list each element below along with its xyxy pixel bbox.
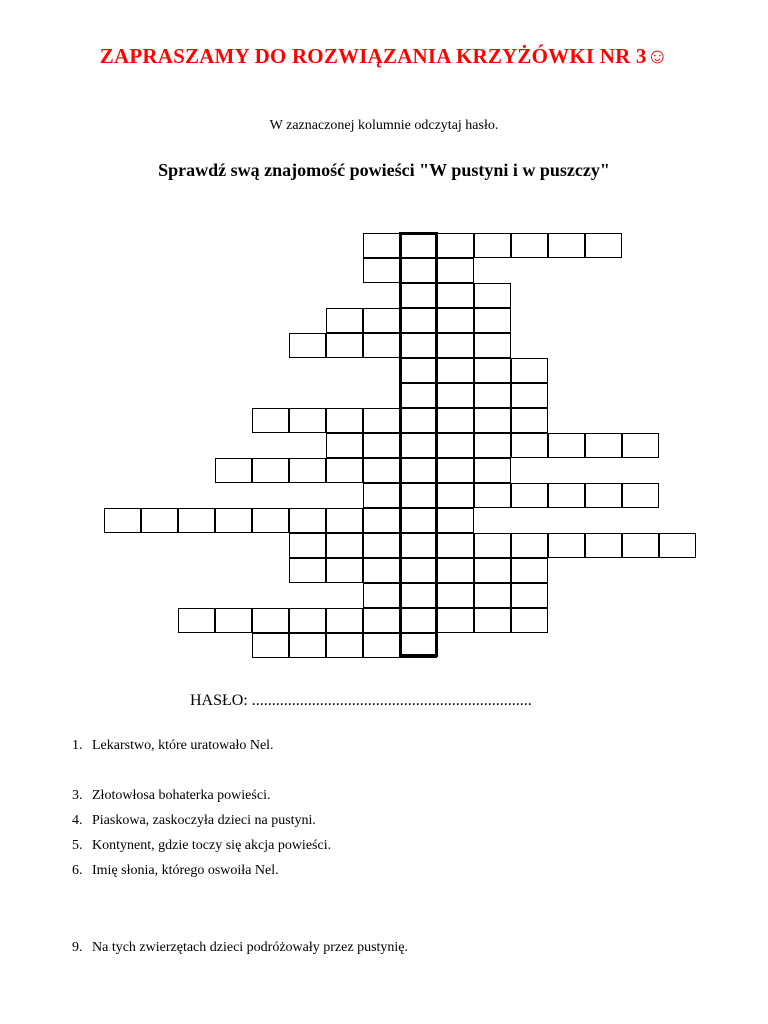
crossword-cell[interactable] [363,608,400,633]
crossword-cell[interactable] [363,483,400,508]
clue-number: 4. [72,813,83,828]
crossword-cell[interactable] [622,433,659,458]
password-blank[interactable]: ...................................................................... [251,692,532,709]
crossword-cell[interactable] [585,233,622,258]
crossword-cell[interactable] [437,408,474,433]
crossword-cell[interactable] [474,483,511,508]
password-label: HASŁO: [190,692,248,709]
crossword-cell[interactable] [363,258,400,283]
crossword-cell[interactable] [437,258,474,283]
crossword-cell[interactable] [252,608,289,633]
crossword-cell[interactable] [363,533,400,558]
crossword-cell[interactable] [400,608,437,633]
clue-text: Złotowłosa bohaterka powieści. [92,788,271,803]
crossword-cell[interactable] [104,508,141,533]
crossword-cell[interactable] [326,458,363,483]
clue-text: Na tych zwierzętach dzieci podróżowały przez pustynię. [92,940,409,955]
crossword-cell[interactable] [289,608,326,633]
crossword-cell[interactable] [400,483,437,508]
crossword-cell[interactable] [363,583,400,608]
crossword-cell[interactable] [326,508,363,533]
crossword-cell[interactable] [511,433,548,458]
crossword-cell[interactable] [474,383,511,408]
crossword-cell[interactable] [326,408,363,433]
crossword-cell[interactable] [252,633,289,658]
crossword-cell[interactable] [474,233,511,258]
crossword-cell[interactable] [400,358,437,383]
crossword-cell[interactable] [511,358,548,383]
crossword-cell[interactable] [289,508,326,533]
clue-text: Piaskowa, zaskoczyła dzieci na pustyni. [92,813,316,828]
crossword-cell[interactable] [548,433,585,458]
crossword-cell[interactable] [363,508,400,533]
crossword-cell[interactable] [178,508,215,533]
crossword-cell[interactable] [548,533,585,558]
crossword-cell[interactable] [400,458,437,483]
crossword-cell[interactable] [437,608,474,633]
crossword-cell[interactable] [400,508,437,533]
crossword-cell[interactable] [437,583,474,608]
crossword-cell[interactable] [400,233,437,258]
crossword-cell[interactable] [400,433,437,458]
crossword-cell[interactable] [437,358,474,383]
crossword-cell[interactable] [659,533,696,558]
crossword-cell[interactable] [511,533,548,558]
crossword-cell[interactable] [437,508,474,533]
crossword-cell[interactable] [326,333,363,358]
crossword-cell[interactable] [326,308,363,333]
crossword-cell[interactable] [511,583,548,608]
crossword-cell[interactable] [474,308,511,333]
crossword-cell[interactable] [437,433,474,458]
crossword-cell[interactable] [326,533,363,558]
crossword-cell[interactable] [511,233,548,258]
crossword-cell[interactable] [289,333,326,358]
crossword-cell[interactable] [400,283,437,308]
crossword-cell[interactable] [289,458,326,483]
crossword-cell[interactable] [474,358,511,383]
crossword-cell[interactable] [437,483,474,508]
crossword-cell[interactable] [548,233,585,258]
crossword-cell[interactable] [326,633,363,658]
crossword-cell[interactable] [437,308,474,333]
clue-number: 6. [72,863,83,878]
crossword-cell[interactable] [252,508,289,533]
clue-item [72,838,331,854]
crossword-cell[interactable] [178,608,215,633]
crossword-cell[interactable] [400,408,437,433]
crossword-cell[interactable] [585,533,622,558]
crossword-cell[interactable] [326,558,363,583]
crossword-cell[interactable] [511,608,548,633]
crossword-cell[interactable] [474,458,511,483]
clue-number: 9. [72,940,83,955]
crossword-cell[interactable] [548,483,585,508]
crossword-cell[interactable] [215,608,252,633]
crossword-cell[interactable] [474,558,511,583]
crossword-cell[interactable] [474,433,511,458]
crossword-cell[interactable] [252,408,289,433]
crossword-cell[interactable] [437,383,474,408]
crossword-cell[interactable] [363,408,400,433]
crossword-cell[interactable] [622,483,659,508]
crossword-cell[interactable] [437,233,474,258]
crossword-cell[interactable] [437,333,474,358]
instruction-text: W zaznaczonej kolumnie odczytaj hasło. [269,118,499,133]
clue-item [72,738,274,754]
crossword-cell[interactable] [400,558,437,583]
crossword-cell[interactable] [400,583,437,608]
crossword-cell[interactable] [363,233,400,258]
password-line [190,692,532,710]
crossword-cell[interactable] [474,408,511,433]
crossword-cell[interactable] [363,333,400,358]
crossword-cell[interactable] [474,583,511,608]
clue-item [72,788,270,804]
crossword-cell[interactable] [437,558,474,583]
crossword-cell[interactable] [437,283,474,308]
crossword-cell[interactable] [400,333,437,358]
crossword-cell[interactable] [437,533,474,558]
clue-item [72,863,279,879]
crossword-cell[interactable] [400,383,437,408]
crossword-cell[interactable] [474,608,511,633]
page-subtitle: Sprawdź swą znajomość powieści "W pustyni i w puszczy" [158,160,610,180]
crossword-cell[interactable] [511,383,548,408]
clue-item [72,940,408,956]
crossword-cell[interactable] [585,483,622,508]
crossword-cell[interactable] [511,483,548,508]
crossword-cell[interactable] [400,533,437,558]
clue-text: Lekarstwo, które uratowało Nel. [92,738,274,753]
crossword-cell[interactable] [289,633,326,658]
crossword-cell[interactable] [511,408,548,433]
crossword-cell[interactable] [363,458,400,483]
clue-number: 3. [72,788,83,803]
crossword-cell[interactable] [400,258,437,283]
crossword-cell[interactable] [474,533,511,558]
crossword-cell[interactable] [326,433,363,458]
crossword-cell[interactable] [141,508,178,533]
crossword-cell[interactable] [252,458,289,483]
crossword-cell[interactable] [363,433,400,458]
crossword-cell[interactable] [474,283,511,308]
crossword-cell[interactable] [400,633,437,658]
crossword-cell[interactable] [326,608,363,633]
crossword-cell[interactable] [215,508,252,533]
crossword-cell[interactable] [437,458,474,483]
crossword-cell[interactable] [400,308,437,333]
crossword-cell[interactable] [289,408,326,433]
clue-item [72,813,316,829]
crossword-cell[interactable] [622,533,659,558]
crossword-cell[interactable] [511,558,548,583]
clue-text: Imię słonia, którego oswoiła Nel. [92,863,279,878]
crossword-cell[interactable] [363,558,400,583]
clue-number: 1. [72,738,83,753]
clue-text: Kontynent, gdzie toczy się akcja powieści. [92,838,332,853]
crossword-cell[interactable] [363,308,400,333]
page-title: ZAPRASZAMY DO ROZWIĄZANIA KRZYŻÓWKI NR 3☺ [99,44,669,68]
crossword-cell[interactable] [363,633,400,658]
crossword-cell[interactable] [289,558,326,583]
crossword-cell[interactable] [585,433,622,458]
clue-number: 5. [72,838,83,853]
crossword-cell[interactable] [289,533,326,558]
crossword-cell[interactable] [474,333,511,358]
crossword-cell[interactable] [215,458,252,483]
